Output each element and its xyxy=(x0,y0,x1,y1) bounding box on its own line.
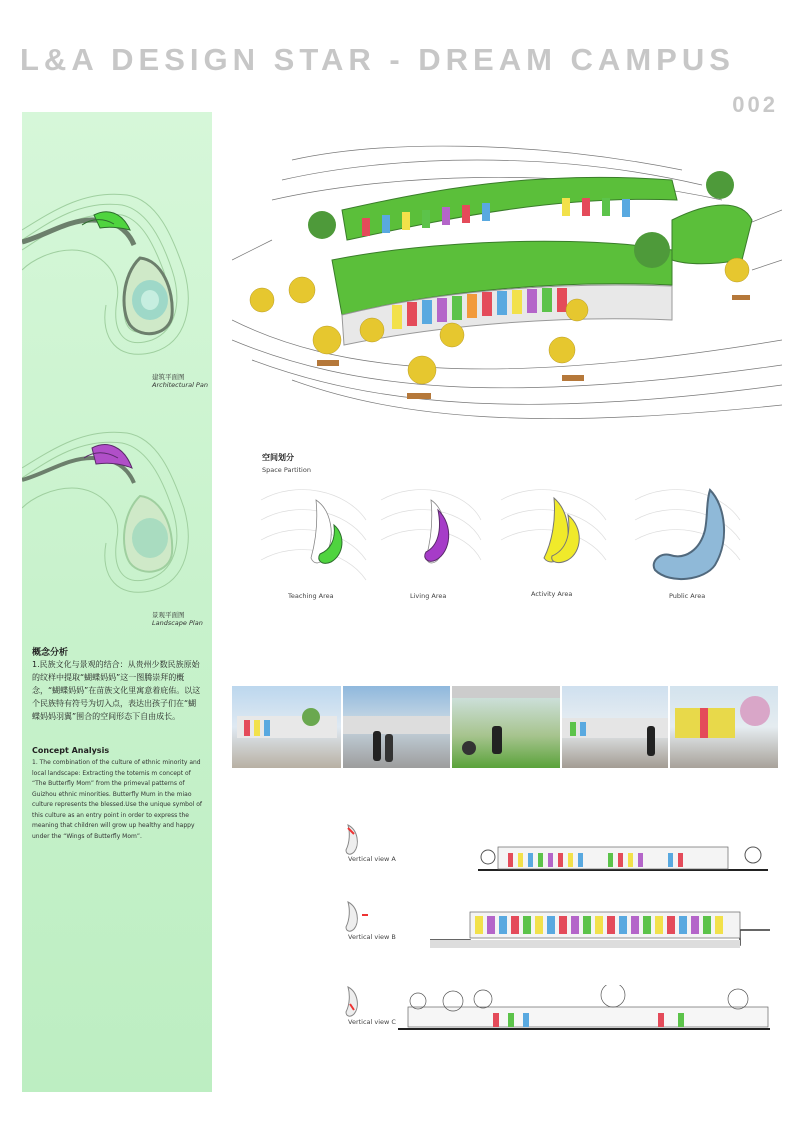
concept-en-body: 1. The combination of the culture of ethnic minority and local landscape: Extracting the totemis m concept of “The Butterfly Mom” from the primeval patterns of Guizhou ethnic minorities. Butterfly Mum in the miao culture represents the blessed.Use the unique symbol of this culture as an entry point in order to express the meaning that children will grow up healthy and happy under the “Wings of Butterfly Mom”. xyxy=(32,759,203,840)
vertical-view-a-elevation xyxy=(478,835,768,875)
render-photo-4 xyxy=(562,686,668,768)
vertical-view-c-keyplan xyxy=(340,982,370,1022)
activity-area-label: Activity Area xyxy=(531,590,573,598)
architectural-plan-caption-en: Architectural Pan xyxy=(152,381,208,389)
living-area-label: Living Area xyxy=(410,592,447,600)
vertical-view-b-keyplan xyxy=(340,897,370,937)
space-partition-title-en: Space Partition xyxy=(262,466,311,474)
architectural-plan-caption xyxy=(152,372,208,389)
living-area-diagram xyxy=(376,480,486,590)
render-photo-2 xyxy=(343,686,450,768)
space-partition-title-zh: 空间划分 xyxy=(262,453,294,462)
public-area-label: Public Area xyxy=(669,592,706,600)
vertical-view-a-label: Vertical view A xyxy=(348,855,396,863)
vertical-view-a-keyplan xyxy=(340,820,370,860)
architectural-plan-caption-zh: 建筑平面图 xyxy=(152,373,185,381)
concept-en-title: Concept Analysis xyxy=(32,746,110,755)
aerial-rendering xyxy=(232,140,782,430)
render-photo-1 xyxy=(232,686,341,768)
render-photo-3 xyxy=(452,686,560,768)
concept-zh-title: 概念分析 xyxy=(32,648,69,658)
poster-code: 002 xyxy=(732,92,778,117)
teaching-area-diagram xyxy=(256,480,376,590)
public-area-diagram xyxy=(630,480,750,590)
landscape-plan-caption-en: Landscape Plan xyxy=(152,619,203,627)
landscape-plan-caption xyxy=(152,610,203,627)
vertical-view-c-label: Vertical view C xyxy=(348,1018,396,1026)
teaching-area-label: Teaching Area xyxy=(288,592,334,600)
vertical-view-b-elevation xyxy=(430,900,770,950)
concept-zh-body: 1.民族文化与景观的结合：从贵州少数民族原始的纹样中提取“蝴蝶妈妈”这一图腾崇拜的概念，“蝴蝶妈妈”在苗族文化里寓意着庇佑。以这个民族特有符号为切入点，表达出孩子们在“蝴蝶妈妈羽翼”围合的空间形态下自由成长。 xyxy=(32,660,201,721)
poster-title: L&A DESIGN STAR - DREAM CAMPUS xyxy=(20,42,735,77)
architectural-plan-drawing xyxy=(22,180,212,370)
activity-area-diagram xyxy=(496,480,616,590)
vertical-view-c-elevation xyxy=(398,985,770,1033)
landscape-plan-caption-zh: 景观平面图 xyxy=(152,611,185,619)
render-photo-5 xyxy=(670,686,778,768)
landscape-plan-drawing xyxy=(22,418,212,608)
vertical-view-b-label: Vertical view B xyxy=(348,933,396,941)
